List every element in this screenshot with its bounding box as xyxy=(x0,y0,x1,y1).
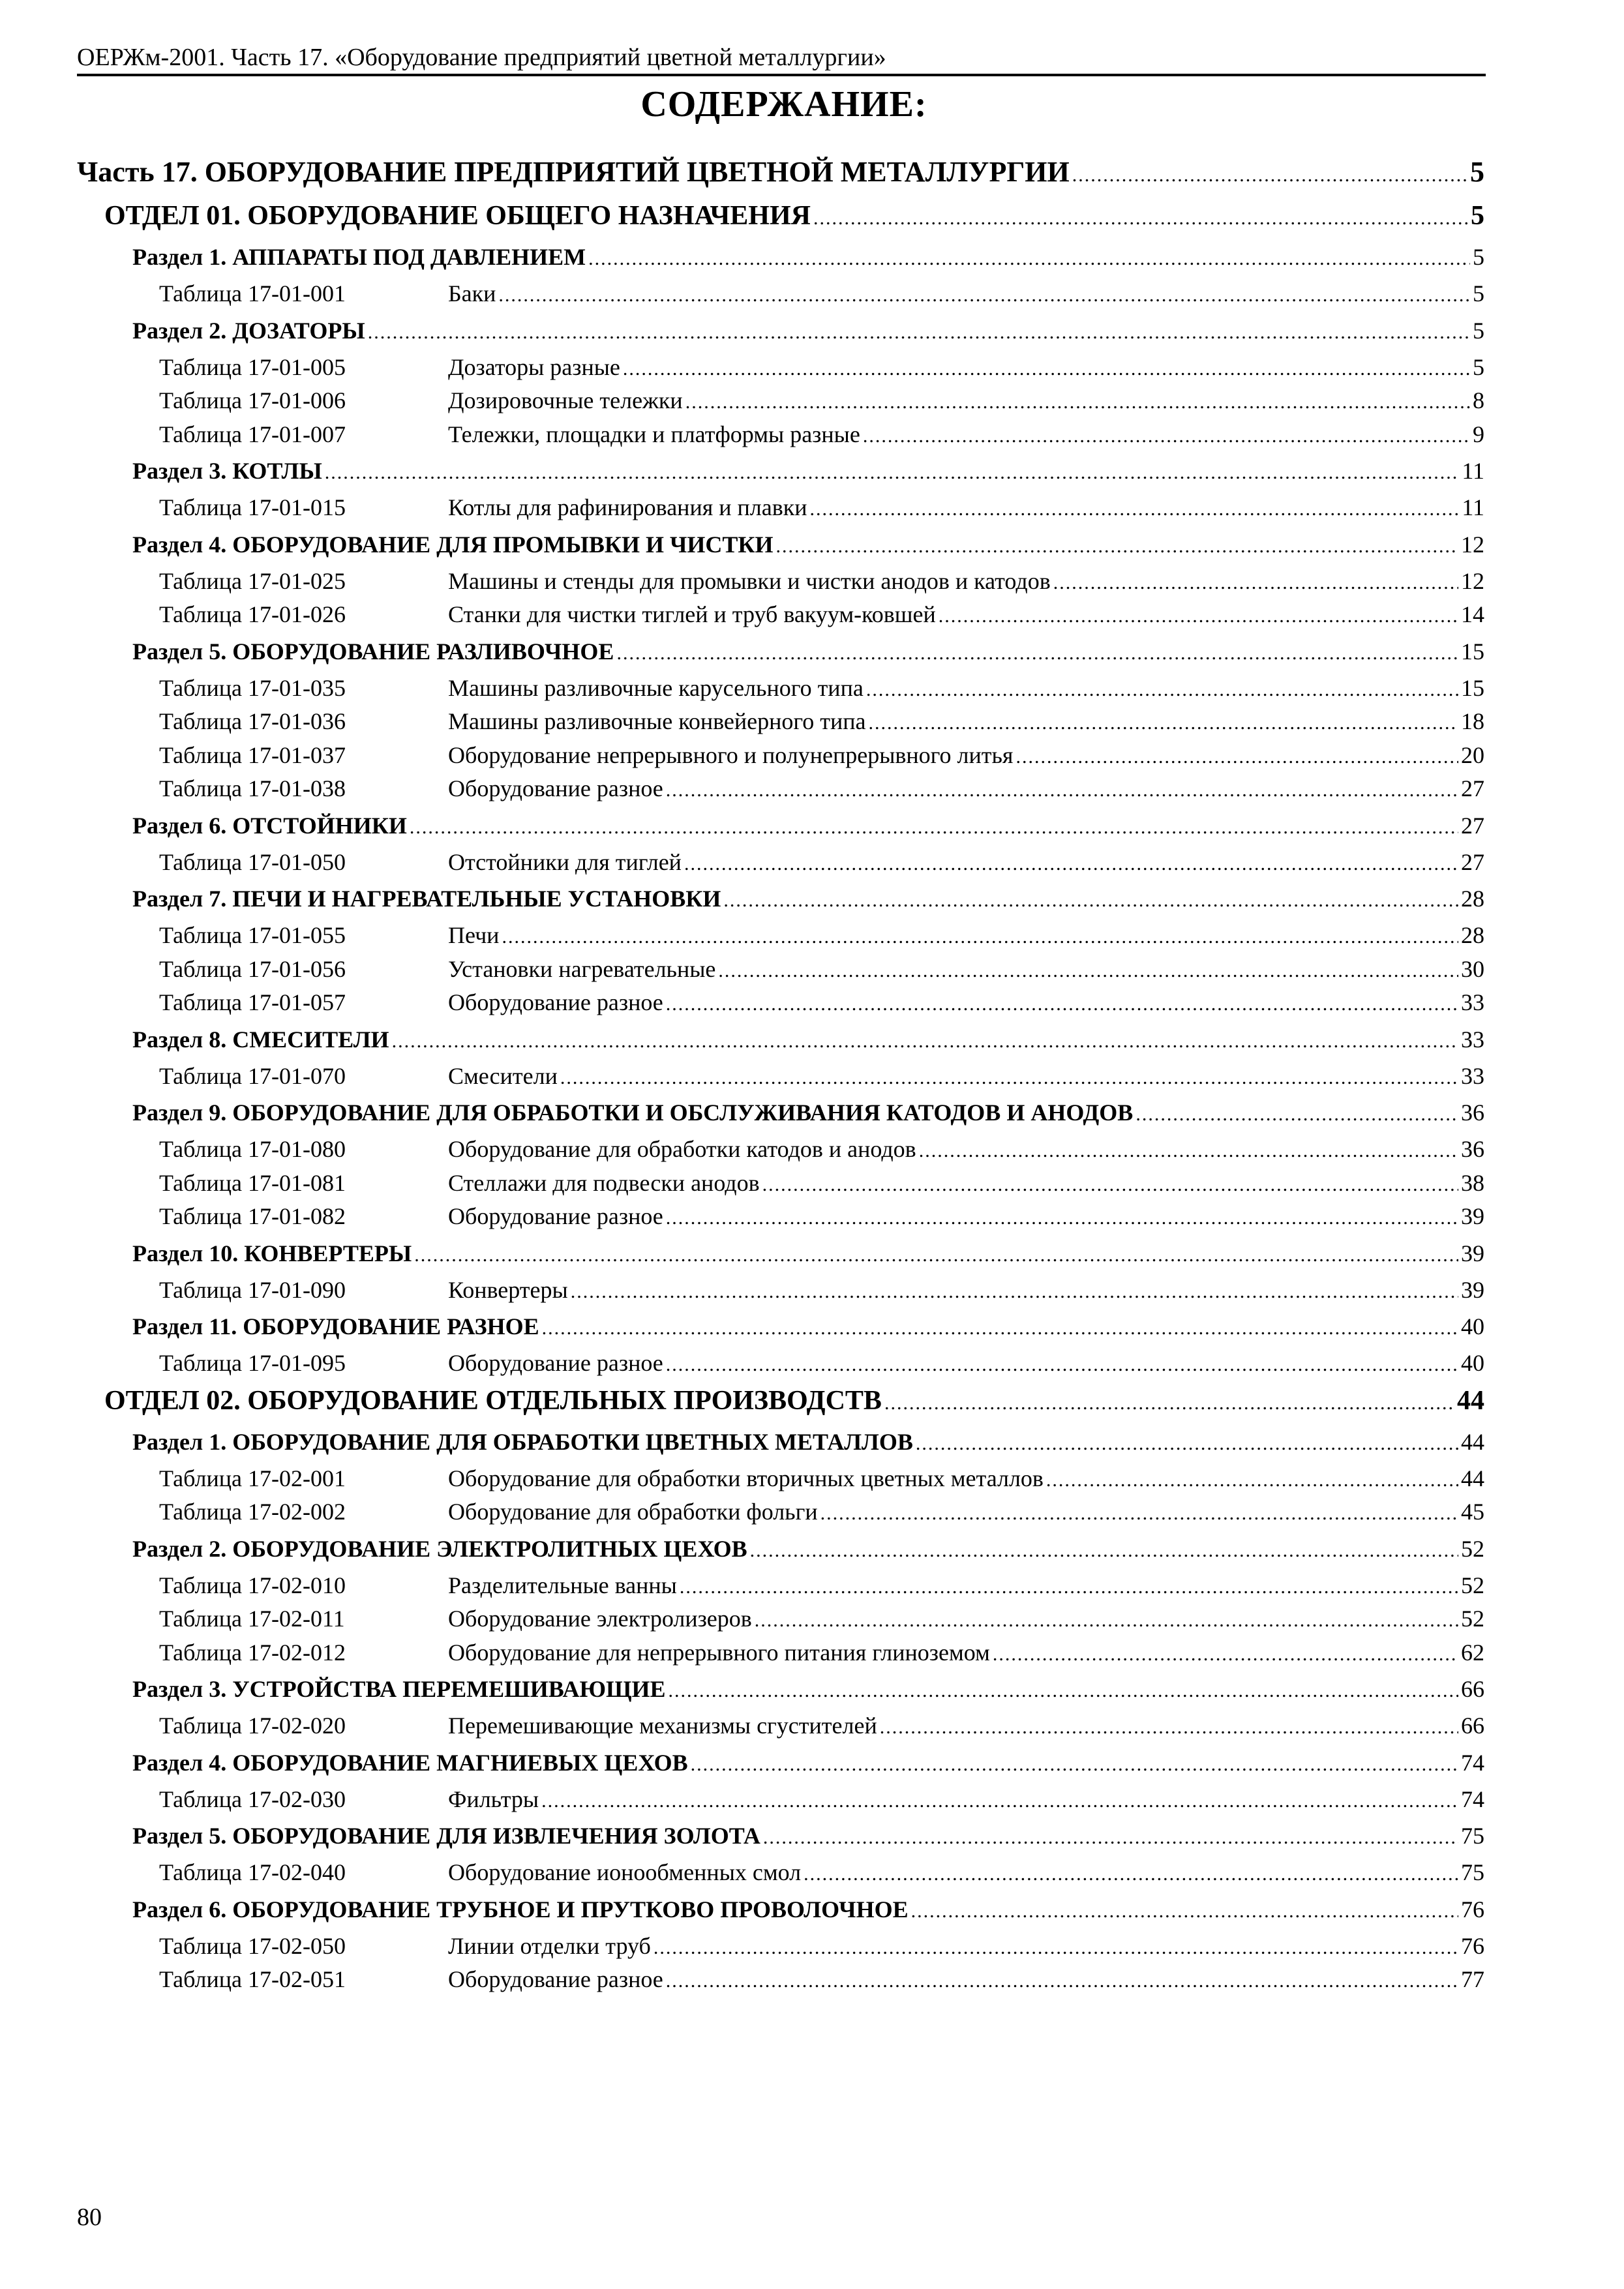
dot-leader xyxy=(498,279,1470,312)
toc-table-page: 33 xyxy=(1461,1062,1484,1089)
toc-table-code: Таблица 17-01-055 xyxy=(159,922,346,948)
toc-section-page: 33 xyxy=(1461,1026,1484,1053)
toc-table-entry[interactable] xyxy=(77,1463,1484,1497)
toc-table-code: Таблица 17-02-050 xyxy=(159,1932,346,1959)
dot-leader xyxy=(810,493,1460,526)
dot-leader xyxy=(993,1638,1458,1671)
toc-section-entry[interactable] xyxy=(77,1891,1484,1930)
toc-table-page: 20 xyxy=(1461,741,1484,768)
dot-leader xyxy=(755,1604,1458,1637)
dot-leader xyxy=(571,1276,1458,1308)
dot-leader xyxy=(666,1349,1458,1381)
toc-section-label: Раздел 5. ОБОРУДОВАНИЕ РАЗЛИВОЧНОЕ xyxy=(132,638,614,665)
toc-table-code: Таблица 17-01-057 xyxy=(159,989,346,1015)
dot-leader xyxy=(1072,155,1467,196)
dot-leader xyxy=(750,1531,1458,1570)
toc-table-title: Баки xyxy=(448,280,496,307)
toc-table-page: 15 xyxy=(1461,674,1484,701)
toc-section-entry[interactable] xyxy=(77,1744,1484,1784)
dot-leader xyxy=(1053,567,1458,599)
toc-table-entry[interactable] xyxy=(77,419,1484,453)
toc-table-code: Таблица 17-01-082 xyxy=(159,1203,346,1229)
toc-section-label: Раздел 7. ПЕЧИ И НАГРЕВАТЕЛЬНЫЕ УСТАНОВКИ xyxy=(132,886,721,912)
toc-table-code: Таблица 17-02-002 xyxy=(159,1499,346,1525)
toc-table-entry[interactable] xyxy=(77,672,1484,706)
toc-table-entry[interactable] xyxy=(77,1857,1484,1891)
toc-table-title: Перемешивающие механизмы сгустителей xyxy=(448,1713,877,1739)
dot-leader xyxy=(880,1711,1458,1744)
toc-section-page: 5 xyxy=(1473,317,1484,344)
toc-section-entry[interactable] xyxy=(77,1817,1484,1857)
toc-table-entry[interactable] xyxy=(77,1570,1484,1604)
toc-table-page: 14 xyxy=(1461,601,1484,627)
dot-leader xyxy=(820,1497,1458,1530)
toc-table-entry[interactable] xyxy=(77,846,1484,880)
toc-table-page: 30 xyxy=(1461,955,1484,982)
dot-leader xyxy=(368,313,1470,352)
toc-table-title: Разделительные ванны xyxy=(448,1572,677,1598)
dot-leader xyxy=(623,353,1470,385)
toc-table-entry[interactable] xyxy=(77,1133,1484,1167)
toc-table-entry[interactable] xyxy=(77,1964,1484,1997)
dot-leader xyxy=(392,1022,1458,1060)
toc-table-page: 33 xyxy=(1461,989,1484,1015)
toc-table-entry[interactable] xyxy=(77,920,1484,953)
dot-leader xyxy=(863,420,1470,453)
toc-table-page: 5 xyxy=(1473,353,1484,380)
toc-table-page: 18 xyxy=(1461,708,1484,734)
dot-leader xyxy=(666,1202,1458,1234)
toc-table-code: Таблица 17-02-011 xyxy=(159,1606,345,1632)
dot-leader xyxy=(804,1858,1458,1891)
toc-table-page: 66 xyxy=(1461,1713,1484,1739)
dot-leader xyxy=(542,1309,1458,1347)
toc-section-label: Раздел 6. ОБОРУДОВАНИЕ ТРУБНОЕ И ПРУТКОВО ПРОВОЛОЧНОЕ xyxy=(132,1896,909,1922)
toc-table-title: Оборудование для непрерывного питания глиноземом xyxy=(448,1639,990,1666)
toc-section-page: 75 xyxy=(1461,1823,1484,1849)
toc-table-title: Отстойники для тиглей xyxy=(448,848,682,875)
table-of-contents xyxy=(77,151,1484,1997)
toc-section-label: Раздел 10. КОНВЕРТЕРЫ xyxy=(132,1240,412,1266)
dot-leader xyxy=(541,1785,1458,1818)
toc-table-entry[interactable] xyxy=(77,1274,1484,1308)
toc-section-label: Раздел 3. УСТРОЙСТВА ПЕРЕМЕШИВАЮЩИЕ xyxy=(132,1676,666,1702)
toc-table-code: Таблица 17-01-005 xyxy=(159,353,346,380)
toc-table-page: 5 xyxy=(1473,280,1484,307)
dot-leader xyxy=(325,453,1460,492)
toc-table-title: Машины разливочные конвейерного типа xyxy=(448,708,866,734)
toc-section-entry[interactable] xyxy=(77,1094,1484,1133)
toc-table-entry[interactable] xyxy=(77,1201,1484,1234)
dot-leader xyxy=(414,1236,1458,1274)
toc-section-page: 74 xyxy=(1461,1749,1484,1776)
toc-table-code: Таблица 17-01-026 xyxy=(159,601,346,627)
header-rule xyxy=(77,74,1486,76)
toc-section-page: 40 xyxy=(1461,1313,1484,1339)
toc-section-page: 27 xyxy=(1461,812,1484,839)
toc-table-code: Таблица 17-01-035 xyxy=(159,674,346,701)
toc-table-title: Дозаторы разные xyxy=(448,353,620,380)
toc-table-code: Таблица 17-01-090 xyxy=(159,1276,346,1303)
toc-section-label: Раздел 2. ОБОРУДОВАНИЕ ЭЛЕКТРОЛИТНЫХ ЦЕХОВ xyxy=(132,1535,747,1562)
toc-section-entry[interactable] xyxy=(77,1021,1484,1060)
dot-leader xyxy=(616,634,1458,672)
dot-leader xyxy=(762,1169,1458,1201)
toc-section-page: 76 xyxy=(1461,1896,1484,1922)
dot-leader xyxy=(691,1745,1458,1784)
dept2-sections xyxy=(77,1423,1484,1997)
toc-table-entry[interactable] xyxy=(77,1930,1484,1964)
toc-table-entry[interactable] xyxy=(77,565,1484,599)
toc-table-code: Таблица 17-01-006 xyxy=(159,387,346,413)
toc-section-entry[interactable] xyxy=(77,880,1484,920)
toc-table-page: 28 xyxy=(1461,922,1484,948)
toc-table-code: Таблица 17-01-015 xyxy=(159,494,346,520)
dot-leader xyxy=(685,386,1470,419)
toc-table-title: Линии отделки труб xyxy=(448,1932,651,1959)
toc-table-page: 52 xyxy=(1461,1606,1484,1632)
toc-table-code: Таблица 17-01-038 xyxy=(159,775,346,801)
dot-leader xyxy=(680,1571,1458,1604)
toc-table-page: 12 xyxy=(1461,567,1484,594)
toc-section-page: 28 xyxy=(1461,886,1484,912)
toc-table-title: Оборудование для обработки фольги xyxy=(448,1499,818,1525)
toc-section-page: 66 xyxy=(1461,1676,1484,1702)
toc-table-page: 38 xyxy=(1461,1169,1484,1196)
dot-leader xyxy=(763,1818,1458,1857)
toc-table-page: 44 xyxy=(1461,1465,1484,1491)
toc-table-page: 36 xyxy=(1461,1136,1484,1162)
toc-table-page: 9 xyxy=(1473,421,1484,447)
toc-table-code: Таблица 17-02-030 xyxy=(159,1786,346,1812)
toc-table-title: Оборудование разное xyxy=(448,775,663,801)
toc-section-entry[interactable] xyxy=(77,807,1484,846)
toc-table-page: 27 xyxy=(1461,775,1484,801)
toc-section-page: 52 xyxy=(1461,1535,1484,1562)
toc-table-entry[interactable] xyxy=(77,773,1484,807)
toc-section-entry[interactable] xyxy=(77,1308,1484,1347)
toc-table-title: Смесители xyxy=(448,1062,558,1089)
toc-table-code: Таблица 17-01-036 xyxy=(159,708,346,734)
toc-section-page: 5 xyxy=(1473,244,1484,270)
toc-section-label: Раздел 9. ОБОРУДОВАНИЕ ДЛЯ ОБРАБОТКИ И ОБСЛУЖИВАНИЯ КАТОДОВ И АНОДОВ xyxy=(132,1100,1134,1126)
toc-section-entry[interactable] xyxy=(77,1423,1484,1463)
toc-table-page: 8 xyxy=(1473,387,1484,413)
dot-leader xyxy=(866,674,1458,706)
dot-leader xyxy=(1015,741,1458,773)
dot-leader xyxy=(410,808,1458,846)
dot-leader xyxy=(919,1135,1458,1167)
toc-table-code: Таблица 17-02-020 xyxy=(159,1713,346,1739)
toc-table-title: Котлы для рафинирования и плавки xyxy=(448,494,807,520)
toc-table-entry[interactable] xyxy=(77,1603,1484,1637)
toc-section-entry[interactable] xyxy=(77,526,1484,565)
toc-table-code: Таблица 17-01-007 xyxy=(159,421,346,447)
toc-section-entry[interactable] xyxy=(77,312,1484,352)
dot-leader xyxy=(1135,1095,1458,1133)
toc-table-title: Оборудование разное xyxy=(448,1350,663,1376)
toc-part-entry[interactable] xyxy=(77,151,1484,196)
toc-section-label: Раздел 4. ОБОРУДОВАНИЕ МАГНИЕВЫХ ЦЕХОВ xyxy=(132,1749,688,1776)
toc-table-code: Таблица 17-02-001 xyxy=(159,1465,346,1491)
dot-leader xyxy=(939,600,1458,633)
toc-table-code: Таблица 17-01-037 xyxy=(159,741,346,768)
toc-section-label: Раздел 3. КОТЛЫ xyxy=(132,458,322,484)
toc-table-entry[interactable] xyxy=(77,1167,1484,1201)
toc-dept-page: 5 xyxy=(1471,201,1484,231)
dept1-sections xyxy=(77,238,1484,1381)
toc-section-label: Раздел 2. ДОЗАТОРЫ xyxy=(132,317,365,344)
toc-table-code: Таблица 17-01-050 xyxy=(159,848,346,875)
toc-section-label: Раздел 1. ОБОРУДОВАНИЕ ДЛЯ ОБРАБОТКИ ЦВЕТНЫХ МЕТАЛЛОВ xyxy=(132,1428,913,1455)
dot-leader xyxy=(502,921,1458,953)
toc-table-page: 75 xyxy=(1461,1859,1484,1885)
toc-dept-entry[interactable] xyxy=(77,1381,1484,1423)
toc-section-entry[interactable] xyxy=(77,1530,1484,1570)
toc-table-title: Тележки, площадки и платформы разные xyxy=(448,421,860,447)
dot-leader xyxy=(813,199,1468,238)
toc-table-code: Таблица 17-01-070 xyxy=(159,1062,346,1089)
running-header: ОЕРЖм-2001. Часть 17. «Оборудование предприятий цветной металлургии» xyxy=(77,44,886,71)
toc-section-label: Раздел 1. АППАРАТЫ ПОД ДАВЛЕНИЕМ xyxy=(132,244,586,270)
toc-table-title: Оборудование для обработки вторичных цветных металлов xyxy=(448,1465,1044,1491)
toc-table-title: Станки для чистки тиглей и труб вакуум-ковшей xyxy=(448,601,936,627)
toc-table-code: Таблица 17-01-025 xyxy=(159,567,346,594)
dot-leader xyxy=(666,988,1458,1021)
toc-table-entry[interactable] xyxy=(77,740,1484,773)
toc-section-page: 39 xyxy=(1461,1240,1484,1266)
toc-dept-entry[interactable] xyxy=(77,196,1484,238)
toc-table-title: Стеллажи для подвески анодов xyxy=(448,1169,760,1196)
toc-table-page: 52 xyxy=(1461,1572,1484,1598)
toc-table-code: Таблица 17-01-056 xyxy=(159,955,346,982)
toc-section-label: Раздел 11. ОБОРУДОВАНИЕ РАЗНОЕ xyxy=(132,1313,539,1339)
toc-section-label: Раздел 8. СМЕСИТЕЛИ xyxy=(132,1026,389,1053)
toc-table-entry[interactable] xyxy=(77,1710,1484,1744)
toc-table-page: 11 xyxy=(1462,494,1484,520)
toc-section-entry[interactable] xyxy=(77,633,1484,672)
toc-section-page: 15 xyxy=(1461,638,1484,665)
toc-section-page: 44 xyxy=(1461,1428,1484,1455)
toc-section-page: 12 xyxy=(1461,531,1484,558)
toc-section-label: Раздел 4. ОБОРУДОВАНИЕ ДЛЯ ПРОМЫВКИ И ЧИСТКИ xyxy=(132,531,774,558)
toc-table-entry[interactable] xyxy=(77,1060,1484,1094)
dot-leader xyxy=(776,527,1458,565)
toc-table-title: Оборудование непрерывного и полунепрерывного литья xyxy=(448,741,1014,768)
toc-table-entry[interactable] xyxy=(77,599,1484,633)
toc-table-code: Таблица 17-01-095 xyxy=(159,1350,346,1376)
toc-table-page: 39 xyxy=(1461,1203,1484,1229)
toc-table-code: Таблица 17-01-080 xyxy=(159,1136,346,1162)
toc-table-page: 40 xyxy=(1461,1350,1484,1376)
toc-table-title: Конвертеры xyxy=(448,1276,568,1303)
toc-part-page: 5 xyxy=(1470,156,1484,188)
dot-leader xyxy=(588,239,1470,278)
toc-table-code: Таблица 17-01-001 xyxy=(159,280,346,307)
toc-table-title: Машины и стенды для промывки и чистки анодов и катодов xyxy=(448,567,1051,594)
toc-dept-page: 44 xyxy=(1457,1385,1484,1416)
dot-leader xyxy=(911,1892,1458,1930)
toc-table-code: Таблица 17-01-081 xyxy=(159,1169,346,1196)
toc-table-code: Таблица 17-02-010 xyxy=(159,1572,346,1598)
toc-section-entry[interactable] xyxy=(77,238,1484,278)
toc-section-page: 11 xyxy=(1462,458,1484,484)
dot-leader xyxy=(560,1062,1458,1094)
dot-leader xyxy=(684,848,1458,880)
toc-table-title: Установки нагревательные xyxy=(448,955,716,982)
toc-table-entry[interactable] xyxy=(77,1784,1484,1818)
toc-dept-label: ОТДЕЛ 01. ОБОРУДОВАНИЕ ОБЩЕГО НАЗНАЧЕНИЯ xyxy=(104,201,811,231)
toc-table-entry[interactable] xyxy=(77,1496,1484,1530)
toc-table-page: 27 xyxy=(1461,848,1484,875)
dot-leader xyxy=(723,881,1458,920)
dot-leader xyxy=(884,1384,1454,1423)
toc-section-label: Раздел 6. ОТСТОЙНИКИ xyxy=(132,812,407,839)
toc-table-entry[interactable] xyxy=(77,1637,1484,1671)
toc-table-entry[interactable] xyxy=(77,385,1484,419)
toc-table-title: Оборудование разное xyxy=(448,1966,663,1992)
toc-table-entry[interactable] xyxy=(77,278,1484,312)
dot-leader xyxy=(1046,1464,1458,1497)
toc-table-title: Печи xyxy=(448,922,500,948)
dot-leader xyxy=(666,774,1458,807)
toc-table-page: 39 xyxy=(1461,1276,1484,1303)
toc-table-entry[interactable] xyxy=(77,1347,1484,1381)
toc-table-entry[interactable] xyxy=(77,953,1484,987)
toc-table-entry[interactable] xyxy=(77,706,1484,740)
toc-table-title: Машины разливочные карусельного типа xyxy=(448,674,864,701)
toc-table-page: 77 xyxy=(1461,1966,1484,1992)
toc-table-code: Таблица 17-02-012 xyxy=(159,1639,346,1666)
toc-table-page: 62 xyxy=(1461,1639,1484,1666)
page-number: 80 xyxy=(77,2204,102,2231)
toc-section-entry[interactable] xyxy=(77,452,1484,492)
toc-table-title: Фильтры xyxy=(448,1786,539,1812)
toc-table-title: Оборудование разное xyxy=(448,989,663,1015)
toc-table-title: Оборудование ионообменных смол xyxy=(448,1859,802,1885)
toc-table-title: Оборудование для обработки катодов и анодов xyxy=(448,1136,916,1162)
toc-table-page: 76 xyxy=(1461,1932,1484,1959)
toc-section-entry[interactable] xyxy=(77,1234,1484,1274)
toc-section-page: 36 xyxy=(1461,1100,1484,1126)
toc-table-page: 45 xyxy=(1461,1499,1484,1525)
toc-section-entry[interactable] xyxy=(77,1670,1484,1710)
toc-table-title: Оборудование разное xyxy=(448,1203,663,1229)
toc-section-label: Раздел 5. ОБОРУДОВАНИЕ ДЛЯ ИЗВЛЕЧЕНИЯ ЗОЛОТА xyxy=(132,1823,760,1849)
dot-leader xyxy=(669,1671,1458,1710)
dot-leader xyxy=(654,1932,1458,1964)
toc-table-entry[interactable] xyxy=(77,987,1484,1021)
dot-leader xyxy=(869,707,1458,740)
dot-leader xyxy=(666,1965,1458,1997)
toc-table-code: Таблица 17-02-051 xyxy=(159,1966,346,1992)
toc-dept-label: ОТДЕЛ 02. ОБОРУДОВАНИЕ ОТДЕЛЬНЫХ ПРОИЗВОДСТВ xyxy=(104,1385,882,1416)
page-title: СОДЕРЖАНИЕ: xyxy=(640,84,927,125)
dot-leader xyxy=(916,1424,1458,1463)
toc-table-code: Таблица 17-02-040 xyxy=(159,1859,346,1885)
toc-table-title: Оборудование электролизеров xyxy=(448,1606,752,1632)
dot-leader xyxy=(718,955,1458,987)
toc-table-entry[interactable] xyxy=(77,352,1484,385)
toc-table-title: Дозировочные тележки xyxy=(448,387,683,413)
toc-part-label: Часть 17. ОБОРУДОВАНИЕ ПРЕДПРИЯТИЙ ЦВЕТНОЙ МЕТАЛЛУРГИИ xyxy=(77,156,1070,188)
toc-table-page: 74 xyxy=(1461,1786,1484,1812)
toc-table-entry[interactable] xyxy=(77,492,1484,526)
